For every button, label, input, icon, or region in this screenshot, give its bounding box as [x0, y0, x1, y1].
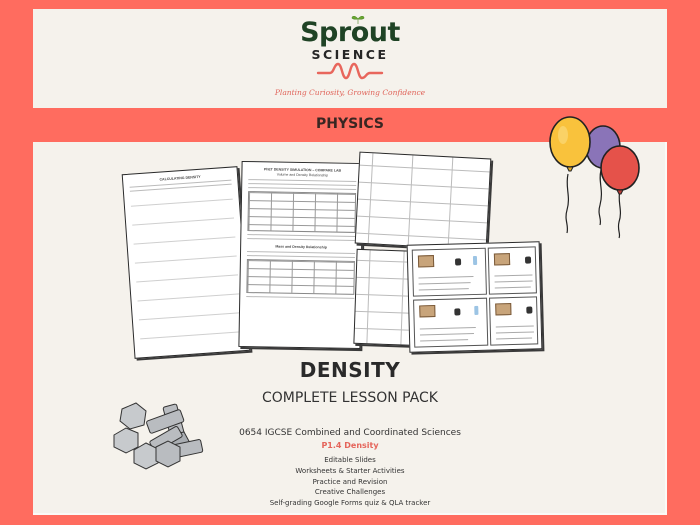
density-card: [413, 298, 488, 348]
worksheet-title: PhET DENSITY SIMULATION – COMPARE LAB: [263, 167, 342, 173]
density-cards-sheet: [407, 241, 543, 352]
kettlebell-icon: [525, 257, 531, 264]
brand-logo-subtitle: SCIENCE: [311, 47, 389, 62]
worksheet-table: [246, 259, 355, 295]
rubric-sheet: [355, 152, 492, 251]
brand-tagline: Planting Curiosity, Growing Confidence: [274, 88, 426, 97]
box-icon: [494, 253, 510, 265]
kettlebell-icon: [455, 258, 461, 265]
subject-label: PHYSICS: [315, 116, 385, 132]
density-card: [489, 296, 538, 345]
box-icon: [418, 255, 434, 267]
topic-code: P1.4 Density: [321, 441, 379, 450]
header-panel: [33, 9, 667, 108]
worksheet-phet-simulation: [238, 161, 363, 349]
worksheet-section-title: Mass and Density Relationship: [275, 244, 327, 250]
density-card: [488, 246, 537, 294]
balloons-icon: [540, 110, 650, 240]
wave-icon: [316, 61, 384, 81]
feature-item: Worksheets & Starter Activities: [295, 466, 405, 475]
box-icon: [419, 305, 435, 317]
worksheet-table: [247, 191, 356, 233]
worksheet-calculating-density: [122, 166, 251, 359]
product-title: DENSITY: [299, 358, 401, 382]
brand-logo-title: Sprout: [300, 17, 400, 48]
worksheet-title: CALCULATING DENSITY: [159, 174, 201, 182]
feature-item: Practice and Revision: [312, 477, 388, 486]
feature-item: Editable Slides: [324, 456, 376, 464]
kettlebell-icon: [526, 306, 532, 313]
bottle-icon: [474, 306, 478, 315]
kettlebell-icon: [454, 308, 460, 315]
feature-list: [0, 455, 700, 509]
bottle-icon: [473, 256, 477, 265]
feature-item: Self-grading Google Forms quiz & QLA tracker: [269, 499, 431, 508]
course-name: 0654 IGCSE Combined and Coordinated Sciences: [239, 428, 461, 438]
worksheet-subtitle: Volume and Density Relationship: [276, 172, 329, 178]
product-subtitle: COMPLETE LESSON PACK: [261, 390, 438, 406]
feature-item: Creative Challenges: [314, 488, 386, 497]
density-card: [412, 248, 487, 297]
box-icon: [495, 303, 511, 315]
